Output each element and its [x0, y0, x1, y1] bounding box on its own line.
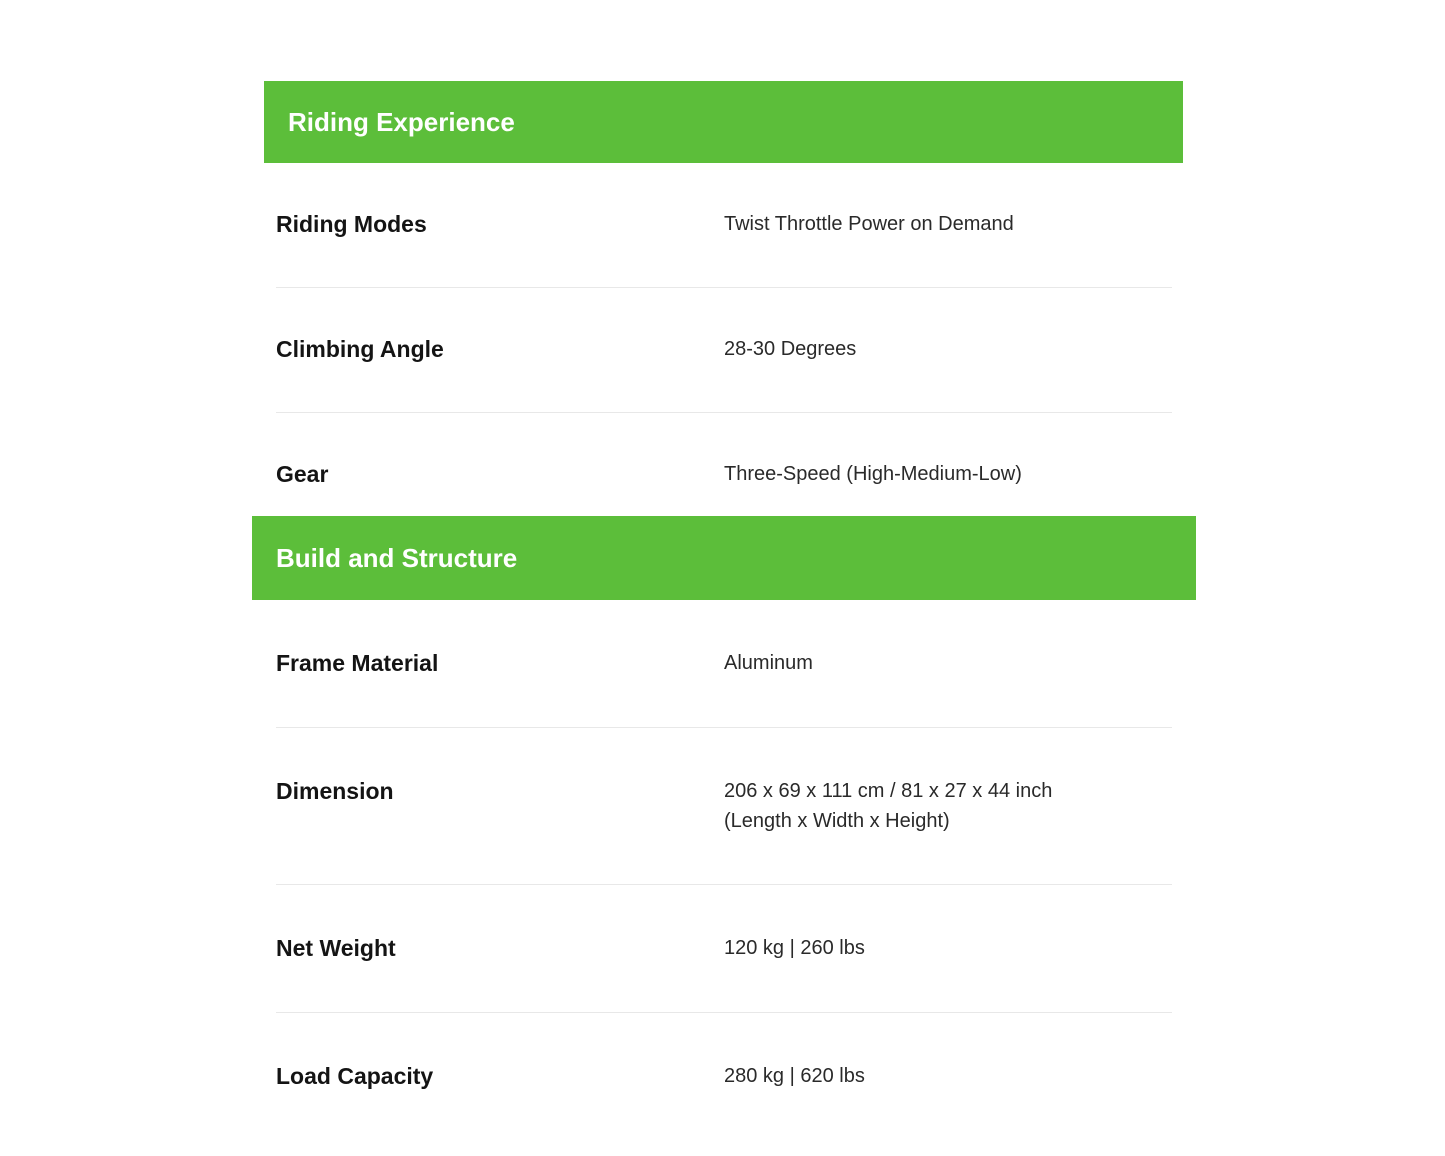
spec-row-frame-material — [276, 644, 1172, 684]
spec-value: 206 x 69 x 111 cm / 81 x 27 x 44 inch — [724, 780, 1053, 802]
spec-row-net-weight — [276, 929, 1172, 969]
spec-value: Aluminum — [724, 652, 813, 674]
spec-row-climbing-angle — [276, 330, 1172, 370]
spec-label: Climbing Angle — [276, 336, 444, 362]
spec-label: Dimension — [276, 778, 394, 804]
spec-row-riding-modes — [276, 205, 1172, 245]
section-title: Build and Structure — [276, 542, 518, 573]
row-divider — [276, 287, 1172, 288]
spec-label: Frame Material — [276, 650, 439, 676]
section-header-build-and-structure — [252, 516, 1196, 600]
spec-row-load-capacity — [276, 1057, 1172, 1097]
spec-label: Net Weight — [276, 935, 396, 961]
spec-value: 280 kg | 620 lbs — [724, 1065, 865, 1087]
section-title: Riding Experience — [288, 106, 515, 137]
row-divider — [276, 884, 1172, 885]
spec-value: 28-30 Degrees — [724, 338, 857, 360]
spec-value: Three-Speed (High-Medium-Low) — [724, 463, 1022, 485]
row-divider — [276, 412, 1172, 413]
spec-value: Twist Throttle Power on Demand — [724, 213, 1014, 235]
section-header-riding-experience — [264, 81, 1183, 163]
spec-label: Riding Modes — [276, 211, 427, 237]
spec-row-dimension — [276, 772, 1172, 842]
spec-label: Gear — [276, 461, 329, 487]
spec-row-gear — [276, 455, 1172, 495]
row-divider — [276, 1012, 1172, 1013]
spec-value: 120 kg | 260 lbs — [724, 937, 865, 959]
spec-label: Load Capacity — [276, 1063, 434, 1089]
spec-value-secondary: (Length x Width x Height) — [724, 810, 950, 832]
row-divider — [276, 727, 1172, 728]
